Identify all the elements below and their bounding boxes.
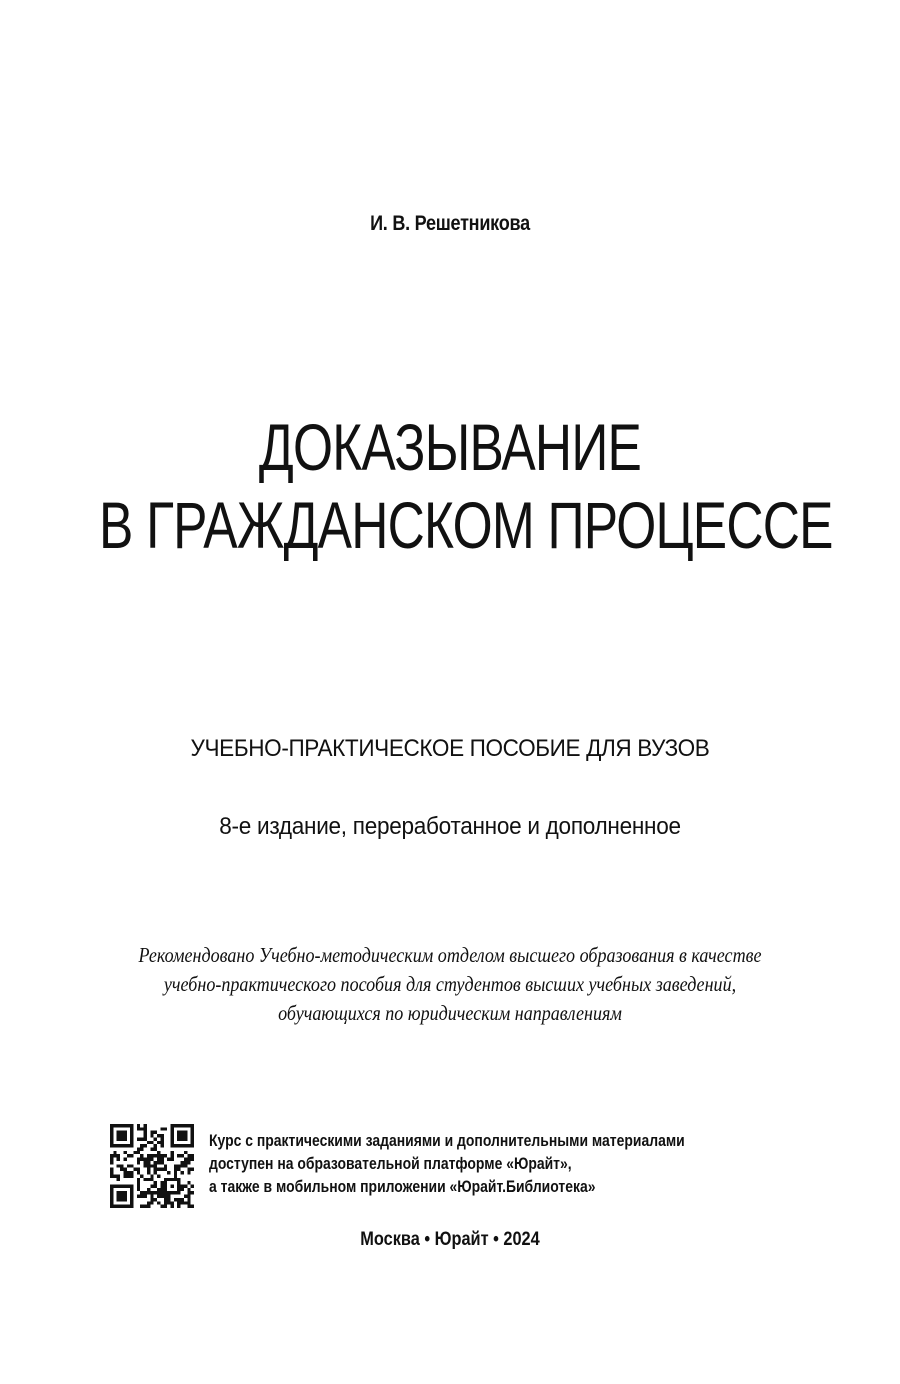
- publisher-imprint: Москва • Юрайт • 2024: [360, 1229, 540, 1250]
- book-title-line-2: В ГРАЖДАНСКОМ ПРОЦЕССЕ: [99, 488, 833, 562]
- book-subtitle: УЧЕБНО-ПРАКТИЧЕСКОЕ ПОСОБИЕ ДЛЯ ВУЗОВ: [190, 735, 710, 762]
- recommendation-line-1: Рекомендовано Учебно-методическим отделом высшего образования в качестве: [138, 943, 762, 967]
- author-name: И. В. Решетникова: [370, 212, 530, 235]
- book-title: [99, 408, 833, 564]
- course-note: [209, 1129, 685, 1198]
- book-title-line-1: ДОКАЗЫВАНИЕ: [258, 410, 642, 484]
- recommendation-line-2: учебно-практического пособия для студентов высших учебных заведений,: [163, 972, 737, 996]
- course-note-line-1: Курс с практическими заданиями и дополнительными материалами: [209, 1131, 685, 1150]
- edition-note: 8-е издание, переработанное и дополненное: [219, 813, 681, 840]
- qr-code-icon[interactable]: [110, 1124, 194, 1208]
- recommendation-line-3: обучающихся по юридическим направлениям: [278, 1001, 622, 1025]
- course-note-line-3: а также в мобильном приложении «Юрайт.Библиотека»: [209, 1177, 596, 1196]
- recommendation-note: [63, 941, 837, 1028]
- course-note-line-2: доступен на образовательной платформе «Юрайт»,: [209, 1154, 572, 1173]
